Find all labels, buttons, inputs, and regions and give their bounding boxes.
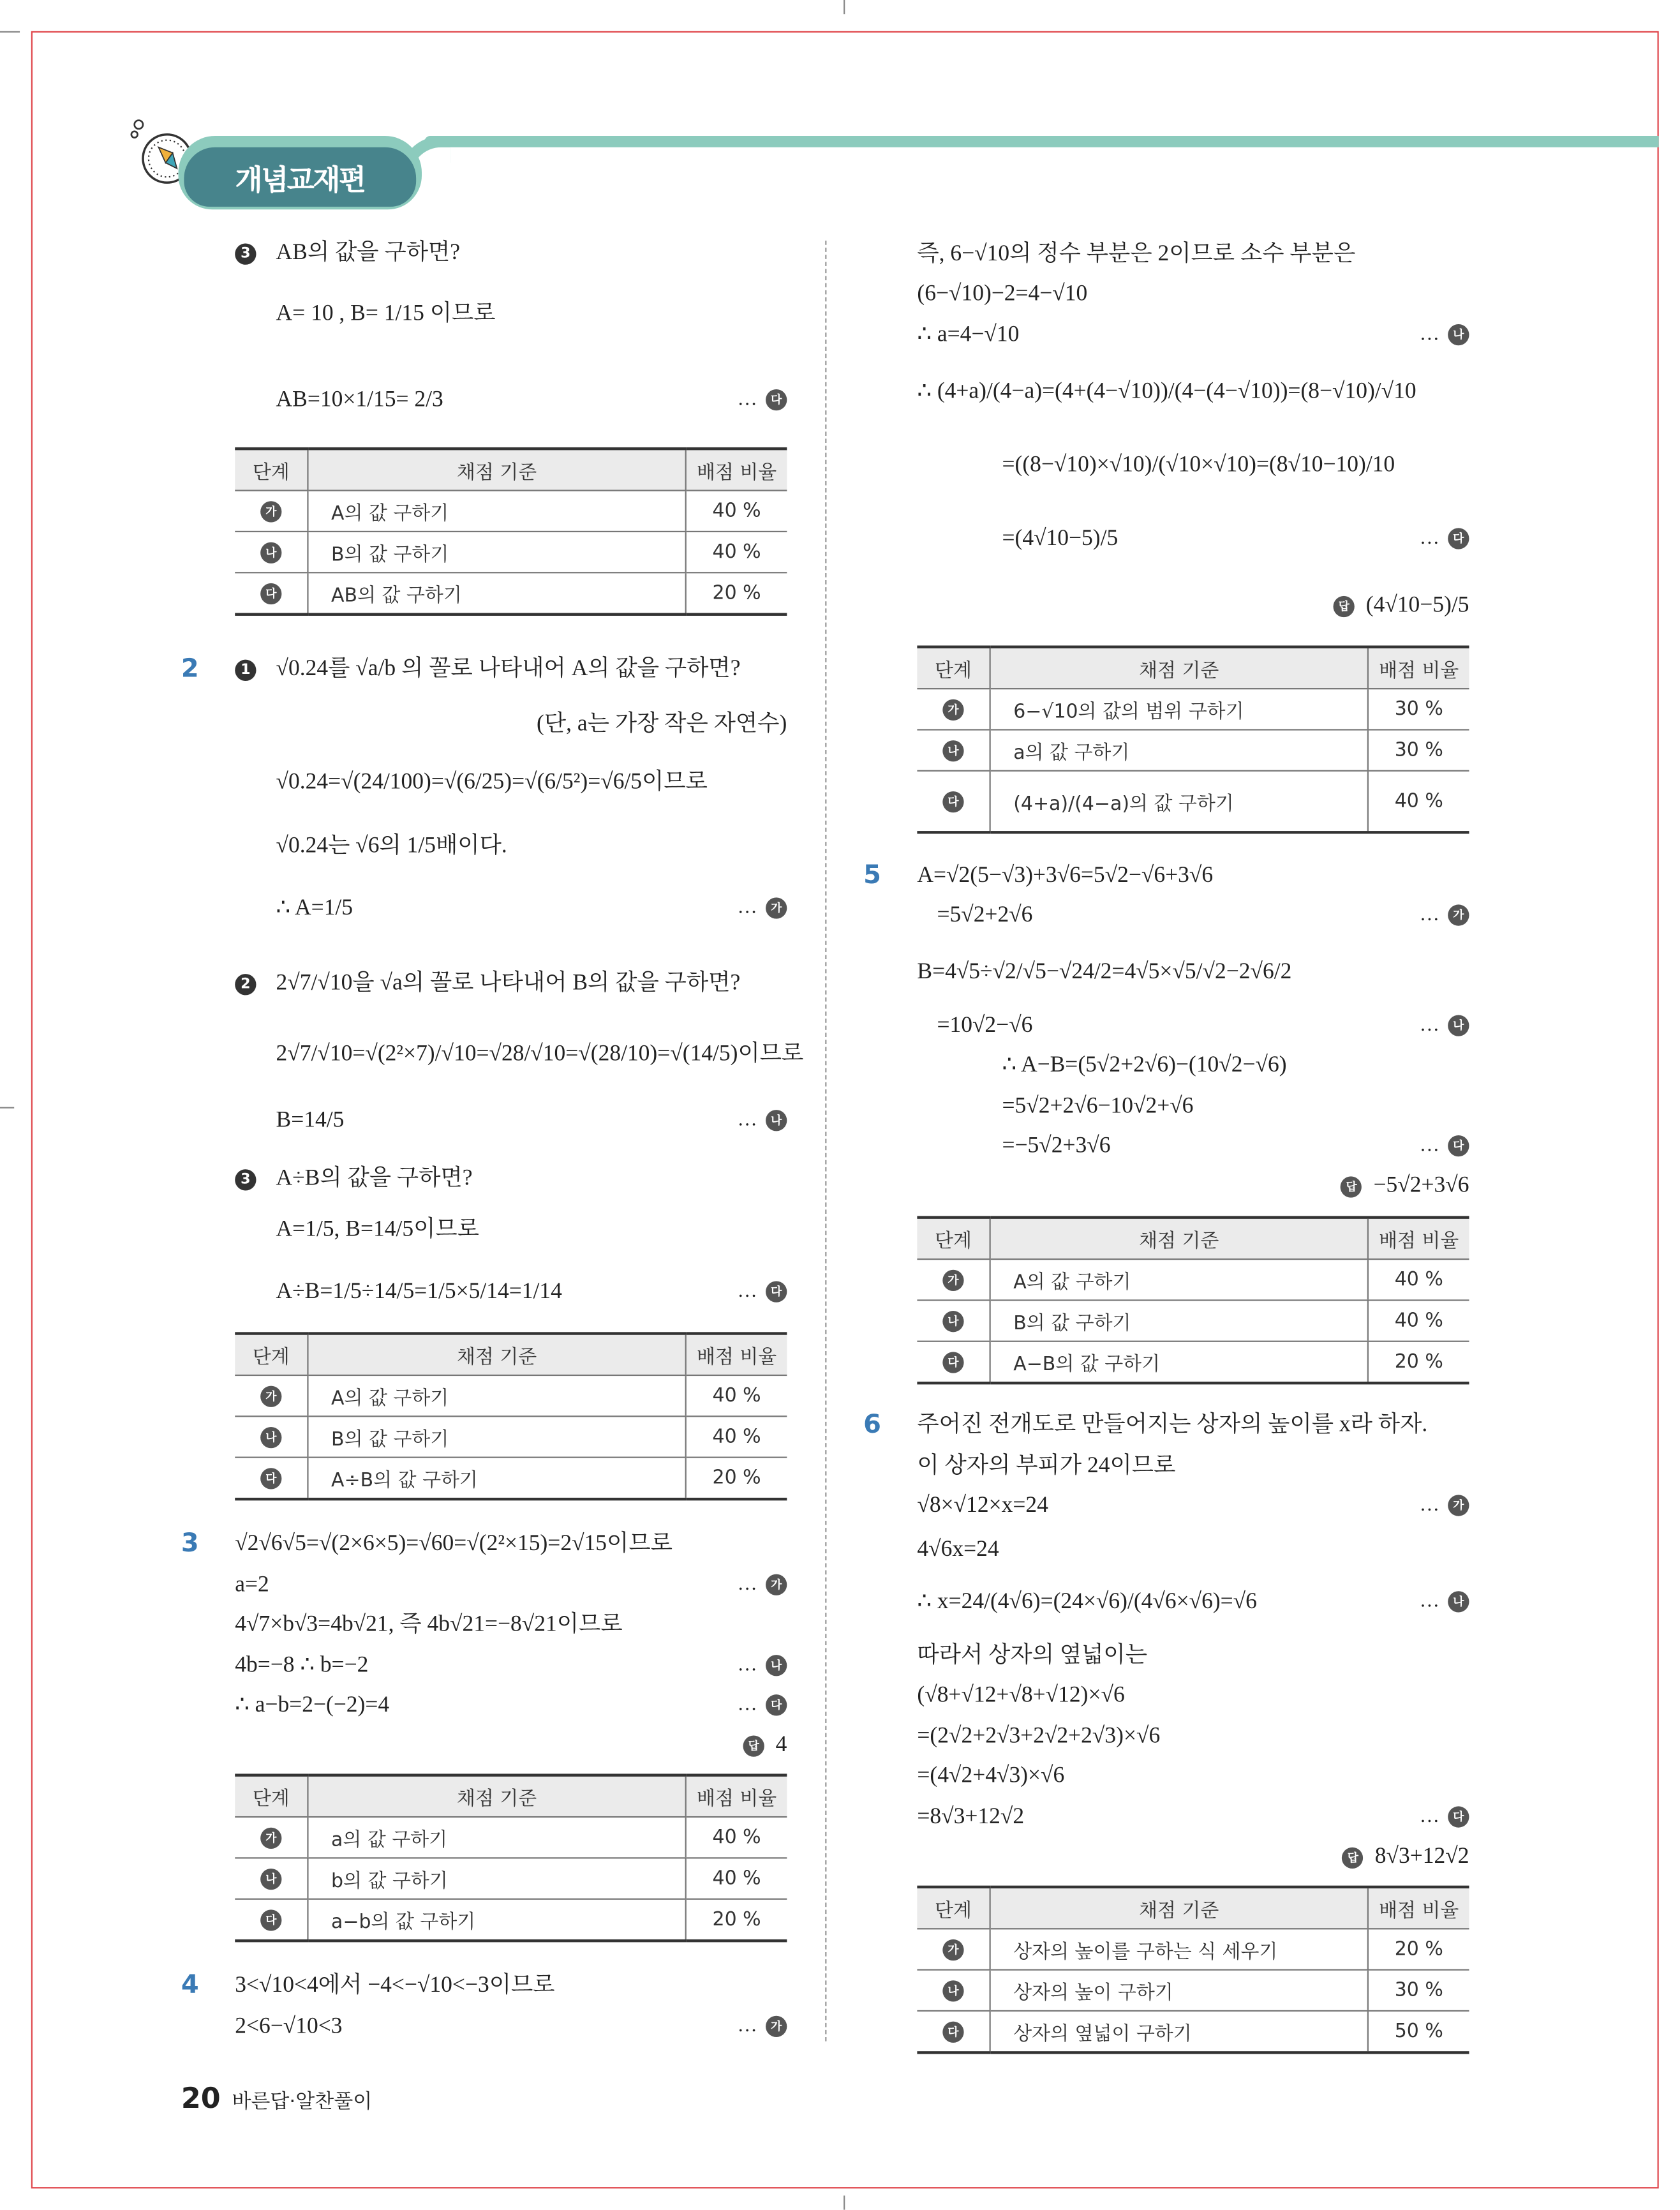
step-marker — [738, 1649, 787, 1683]
solution-line: 이 상자의 부피가 24이므로 — [917, 1454, 1176, 1478]
solution-line: A=√2(5−√3)+3√6=5√2−√6+3√6 — [917, 863, 1214, 888]
solution-line: √0.24를 √a/b 의 꼴로 나타내어 A의 값을 구하면? — [276, 657, 741, 681]
solution-line: AB의 값을 구하면? — [276, 241, 461, 265]
solution-line: ∴ a=4−√10 — [917, 322, 1020, 347]
header-criteria: 채점 기준 — [308, 449, 685, 490]
crop-mark — [844, 2195, 845, 2209]
table-header-row — [917, 1887, 1469, 1929]
step-badge-icon: 다 — [1448, 528, 1469, 549]
step-badge-icon: 다 — [260, 1909, 281, 1930]
solution-line: ∴ A−B=(5√2+2√6)−(10√2−√6) — [1002, 1053, 1287, 1078]
table-row — [235, 491, 787, 532]
table-row — [235, 1858, 787, 1899]
header-ratio: 배점 비율 — [1368, 647, 1469, 689]
criteria-cell: A÷B의 값 구하기 — [308, 1458, 685, 1499]
solution-line: =(4√10−5)/5 — [1002, 526, 1119, 551]
table-row — [235, 572, 787, 614]
solution-line: AB=10×1/15= 2/3 — [276, 387, 443, 412]
step-badge-icon: 가 — [942, 1269, 963, 1290]
solution-line: =((8−√10)×√10)/(√10×√10)=(8√10−10)/10 — [1002, 452, 1395, 477]
ellipsis: … — [1419, 1806, 1439, 1828]
solution-line: ∴ x=24/(4√6)=(24×√6)/(4√6×√6)=√6 — [917, 1590, 1257, 1614]
answer-badge-icon: 답 — [1334, 595, 1355, 616]
solution-line: 4b=−8 ∴ b=−2 — [235, 1653, 369, 1678]
step-marker — [738, 1689, 787, 1722]
step-marker — [738, 384, 787, 417]
solution-line: 주어진 전개도로 만들어지는 상자의 높이를 x라 하자. — [917, 1412, 1428, 1437]
criteria-cell: 상자의 높이를 구하는 식 세우기 — [990, 1929, 1368, 1969]
scoring-table — [235, 1773, 787, 1942]
criteria-cell: A의 값 구하기 — [308, 491, 685, 532]
solution-line: ∴ (4+a)/(4−a)=(4+(4−√10))/(4−(4−√10))=(8−√10)/√10 — [917, 379, 1416, 404]
ellipsis: … — [737, 389, 757, 411]
step-badge-icon: 가 — [260, 1385, 281, 1407]
step-badge-icon: 가 — [260, 1827, 281, 1848]
answer-value: −5√2+3√6 — [1373, 1173, 1469, 1198]
header-step: 단계 — [235, 1334, 308, 1375]
answer-badge-icon: 답 — [1341, 1176, 1362, 1197]
step-badge-icon: 다 — [766, 1281, 787, 1303]
ratio-cell: 20 % — [1368, 1341, 1469, 1383]
solution-line: √8×√12×x=24 — [917, 1493, 1048, 1518]
ellipsis: … — [1419, 528, 1439, 549]
criteria-cell: b의 값 구하기 — [308, 1858, 685, 1899]
step-badge-icon: 나 — [942, 1980, 963, 2001]
header-ratio: 배점 비율 — [1368, 1218, 1469, 1259]
ratio-cell: 40 % — [1368, 1300, 1469, 1341]
header-criteria: 채점 기준 — [990, 1218, 1368, 1259]
step-cell — [917, 1300, 990, 1341]
subquestion-marker — [235, 967, 256, 1001]
step-badge-icon: 가 — [766, 2016, 787, 2037]
step-marker — [1420, 1490, 1469, 1523]
solution-line: 따라서 상자의 옆넓이는 — [917, 1643, 1147, 1668]
step-marker — [1420, 899, 1469, 933]
step-marker — [738, 1276, 787, 1310]
solution-line: 4√6x=24 — [917, 1537, 999, 1562]
step-marker — [738, 892, 787, 925]
ellipsis: … — [737, 1694, 757, 1716]
scoring-table — [917, 645, 1469, 833]
subquestion-marker — [235, 1162, 256, 1196]
ellipsis: … — [737, 897, 757, 919]
criteria-cell: B의 값 구하기 — [308, 1416, 685, 1457]
ellipsis: … — [737, 1574, 757, 1595]
solution-line: ∴ a−b=2−(−2)=4 — [235, 1692, 390, 1717]
step-badge-icon: 가 — [1448, 1495, 1469, 1516]
solution-line: 2√7/√10=√(2²×7)/√10=√28/√10=√(28/10)=√(14/5)이므로 — [276, 1042, 804, 1066]
step-cell — [917, 1259, 990, 1300]
problem-number: 6 — [863, 1410, 881, 1440]
ratio-cell: 40 % — [1368, 1259, 1469, 1300]
criteria-cell: a의 값 구하기 — [308, 1817, 685, 1858]
solution-line: ∴ A=1/5 — [276, 896, 353, 920]
problem-number: 5 — [863, 860, 881, 891]
header-criteria: 채점 기준 — [990, 647, 1368, 689]
ratio-cell: 40 % — [686, 1416, 787, 1457]
page-footer — [181, 2081, 372, 2119]
step-cell — [917, 689, 990, 729]
step-marker — [1420, 318, 1469, 352]
step-badge-icon: 나 — [1448, 325, 1469, 346]
ellipsis: … — [737, 2015, 757, 2037]
answer-badge-icon: 답 — [743, 1735, 764, 1756]
table-row — [235, 1817, 787, 1858]
ellipsis: … — [1419, 1495, 1439, 1516]
ellipsis: … — [1419, 1015, 1439, 1036]
subquestion-marker — [235, 653, 256, 687]
ratio-cell: 40 % — [686, 1858, 787, 1899]
solution-line: =5√2+2√6−10√2+√6 — [1002, 1094, 1194, 1119]
criteria-cell: (4+a)/(4−a)의 값 구하기 — [990, 771, 1368, 832]
ratio-cell: 40 % — [686, 1375, 787, 1416]
final-answer — [1341, 1169, 1469, 1203]
criteria-cell: 6−√10의 값의 범위 구하기 — [990, 689, 1368, 729]
header-ratio: 배점 비율 — [686, 1775, 787, 1817]
step-cell — [917, 771, 990, 832]
step-cell — [917, 1929, 990, 1969]
solution-line: A÷B=1/5÷14/5=1/5×5/14=1/14 — [276, 1280, 562, 1304]
scoring-table — [917, 1886, 1469, 2054]
step-marker — [1420, 1585, 1469, 1619]
step-cell — [917, 729, 990, 770]
table-row — [235, 1458, 787, 1499]
criteria-cell: A의 값 구하기 — [990, 1259, 1368, 1300]
step-cell — [917, 1341, 990, 1383]
step-badge-icon: 다 — [942, 1351, 963, 1372]
ratio-cell: 30 % — [1368, 729, 1469, 770]
step-badge-icon: 나 — [1448, 1592, 1469, 1613]
header-ratio: 배점 비율 — [686, 449, 787, 490]
solution-line: =10√2−√6 — [937, 1013, 1033, 1038]
ellipsis: … — [737, 1281, 757, 1303]
step-badge-icon: 나 — [766, 1110, 787, 1131]
answer-value: (4√10−5)/5 — [1365, 593, 1469, 618]
step-badge-icon: 가 — [1448, 905, 1469, 926]
criteria-cell: 상자의 높이 구하기 — [990, 1970, 1368, 2011]
ratio-cell: 20 % — [686, 572, 787, 614]
step-cell — [235, 1858, 308, 1899]
header-criteria: 채점 기준 — [308, 1334, 685, 1375]
solution-line: A= 10 , B= 1/15 이므로 — [276, 301, 496, 326]
step-badge-icon: 가 — [942, 1939, 963, 1960]
step-badge-icon: 다 — [1448, 1136, 1469, 1157]
ellipsis: … — [737, 1655, 757, 1676]
step-cell — [235, 1899, 308, 1941]
table-row — [917, 1929, 1469, 1969]
table-header-row — [235, 1334, 787, 1375]
scoring-table — [235, 447, 787, 616]
subquestion-number-icon: 2 — [235, 974, 256, 995]
ellipsis: … — [1419, 1591, 1439, 1613]
ratio-cell: 30 % — [1368, 689, 1469, 729]
subquestion-number-icon: 3 — [235, 243, 256, 264]
solution-line: 즉, 6−√10의 정수 부분은 2이므로 소수 부분은 — [917, 242, 1356, 267]
table-header-row — [917, 647, 1469, 689]
solution-line: A÷B의 값을 구하면? — [276, 1166, 473, 1191]
criteria-cell: 상자의 옆넓이 구하기 — [990, 2011, 1368, 2052]
step-marker — [738, 2010, 787, 2044]
step-cell — [235, 1416, 308, 1457]
header-criteria: 채점 기준 — [308, 1775, 685, 1817]
scoring-table — [235, 1332, 787, 1500]
table-row — [235, 532, 787, 572]
table-row — [235, 1899, 787, 1941]
step-cell — [235, 1458, 308, 1499]
problem-number: 4 — [181, 1970, 199, 2001]
criteria-cell: B의 값 구하기 — [308, 532, 685, 572]
step-cell — [235, 491, 308, 532]
final-answer — [1342, 1840, 1469, 1874]
criteria-cell: B의 값 구하기 — [990, 1300, 1368, 1341]
step-badge-icon: 가 — [766, 1574, 787, 1595]
criteria-cell: A의 값 구하기 — [308, 1375, 685, 1416]
ratio-cell: 40 % — [1368, 771, 1469, 832]
solution-line: =(4√2+4√3)×√6 — [917, 1763, 1065, 1788]
problem-number: 2 — [181, 653, 199, 684]
step-marker — [738, 1104, 787, 1138]
crop-mark — [844, 0, 845, 14]
table-row — [917, 1970, 1469, 2011]
table-header-row — [235, 449, 787, 490]
header-criteria: 채점 기준 — [990, 1887, 1368, 1929]
solution-line: =−5√2+3√6 — [1002, 1133, 1111, 1158]
step-badge-icon: 다 — [260, 583, 281, 604]
step-badge-icon: 나 — [766, 1655, 787, 1676]
header-ratio: 배점 비율 — [686, 1334, 787, 1375]
table-row — [917, 1300, 1469, 1341]
table-header-row — [917, 1218, 1469, 1259]
subquestion-number-icon: 1 — [235, 659, 256, 680]
step-badge-icon: 다 — [766, 1695, 787, 1716]
table-row — [235, 1416, 787, 1457]
column-divider — [825, 241, 826, 2042]
header-ratio: 배점 비율 — [1368, 1887, 1469, 1929]
step-badge-icon: 가 — [942, 699, 963, 720]
step-badge-icon: 나 — [260, 1426, 281, 1447]
book-title: 바른답·알찬풀이 — [232, 2091, 373, 2114]
ratio-cell: 40 % — [686, 491, 787, 532]
ellipsis: … — [1419, 1135, 1439, 1157]
solution-line: 2√7/√10을 √a의 꼴로 나타내어 B의 값을 구하면? — [276, 971, 741, 996]
ratio-cell: 50 % — [1368, 2011, 1469, 2052]
header-step: 단계 — [917, 647, 990, 689]
solution-line: 2<6−√10<3 — [235, 2014, 343, 2039]
ratio-cell: 40 % — [686, 532, 787, 572]
solution-line: A=1/5, B=14/5이므로 — [276, 1217, 479, 1242]
step-cell — [235, 572, 308, 614]
step-marker — [1420, 1801, 1469, 1835]
solution-line: (6−√10)−2=4−√10 — [917, 281, 1088, 306]
solution-line: 4√7×b√3=4b√21, 즉 4b√21=−8√21이므로 — [235, 1612, 623, 1637]
criteria-cell: a의 값 구하기 — [990, 729, 1368, 770]
step-marker — [1420, 1010, 1469, 1043]
crop-mark — [0, 31, 20, 33]
step-cell — [235, 1375, 308, 1416]
step-badge-icon: 다 — [766, 390, 787, 411]
step-badge-icon: 다 — [260, 1467, 281, 1488]
step-marker — [1420, 523, 1469, 556]
criteria-cell: a−b의 값 구하기 — [308, 1899, 685, 1941]
header-step: 단계 — [917, 1887, 990, 1929]
step-badge-icon: 다 — [1448, 1807, 1469, 1828]
solution-line: √0.24는 √6의 1/5배이다. — [276, 833, 507, 858]
criteria-cell: AB의 값 구하기 — [308, 572, 685, 614]
step-cell — [235, 532, 308, 572]
problem-number: 3 — [181, 1528, 199, 1559]
step-cell — [917, 2011, 990, 2052]
solution-line: √0.24=√(24/100)=√(6/25)=√(6/5²)=√6/5이므로 — [276, 770, 708, 795]
table-row — [917, 729, 1469, 770]
solution-line: =5√2+2√6 — [937, 903, 1033, 927]
step-marker — [1420, 1130, 1469, 1163]
ratio-cell: 20 % — [1368, 1929, 1469, 1969]
table-header-row — [235, 1775, 787, 1817]
step-cell — [917, 1970, 990, 2011]
step-badge-icon: 나 — [1448, 1015, 1469, 1036]
header-step: 단계 — [917, 1218, 990, 1259]
solution-line: a=2 — [235, 1572, 269, 1597]
step-badge-icon: 나 — [260, 1868, 281, 1889]
table-row — [917, 771, 1469, 832]
table-row — [235, 1375, 787, 1416]
subquestion-number-icon: 3 — [235, 1169, 256, 1190]
subquestion-marker — [235, 236, 256, 270]
page-number: 20 — [181, 2080, 221, 2115]
table-row — [917, 1341, 1469, 1383]
final-answer — [1334, 589, 1469, 623]
ellipsis: … — [1419, 904, 1439, 926]
section-tab: 개념교재편 — [184, 147, 416, 207]
table-row — [917, 1259, 1469, 1300]
header-step: 단계 — [235, 1775, 308, 1817]
step-marker — [738, 1569, 787, 1602]
table-row — [917, 689, 1469, 729]
answer-badge-icon: 답 — [1342, 1847, 1364, 1868]
ratio-cell: 20 % — [686, 1458, 787, 1499]
solution-line: B=4√5÷√2/√5−√24/2=4√5×√5/√2−2√6/2 — [917, 959, 1292, 984]
solution-line: 3<√10<4에서 −4<−√10<−3이므로 — [235, 1973, 555, 1997]
step-cell — [235, 1817, 308, 1858]
solution-line: =8√3+12√2 — [917, 1805, 1025, 1829]
scoring-table — [917, 1216, 1469, 1384]
solution-line: B=14/5 — [276, 1108, 345, 1133]
step-badge-icon: 다 — [942, 791, 963, 812]
solution-line: =(2√2+2√3+2√2+2√3)×√6 — [917, 1724, 1161, 1749]
header-step: 단계 — [235, 449, 308, 490]
step-badge-icon: 가 — [766, 898, 787, 919]
answer-value: 8√3+12√2 — [1374, 1844, 1469, 1869]
step-badge-icon: 가 — [260, 500, 281, 521]
table-row — [917, 2011, 1469, 2052]
ellipsis: … — [1419, 324, 1439, 346]
ratio-cell: 30 % — [1368, 1970, 1469, 2011]
banner-line — [424, 136, 1658, 147]
solution-line: √2√6√5=√(2×6×5)=√60=√(2²×15)=2√15이므로 — [235, 1532, 673, 1556]
ellipsis: … — [737, 1110, 757, 1131]
answer-value: 4 — [775, 1733, 787, 1757]
ratio-cell: 20 % — [686, 1899, 787, 1941]
final-answer — [743, 1728, 787, 1762]
crop-mark — [0, 1107, 14, 1109]
step-badge-icon: 다 — [942, 2020, 963, 2042]
step-badge-icon: 나 — [942, 1310, 963, 1331]
solution-line: (단, a는 가장 작은 자연수) — [536, 712, 787, 736]
solution-line: (√8+√12+√8+√12)×√6 — [917, 1683, 1125, 1708]
step-badge-icon: 나 — [942, 740, 963, 761]
criteria-cell: A−B의 값 구하기 — [990, 1341, 1368, 1383]
ratio-cell: 40 % — [686, 1817, 787, 1858]
step-badge-icon: 나 — [260, 541, 281, 562]
